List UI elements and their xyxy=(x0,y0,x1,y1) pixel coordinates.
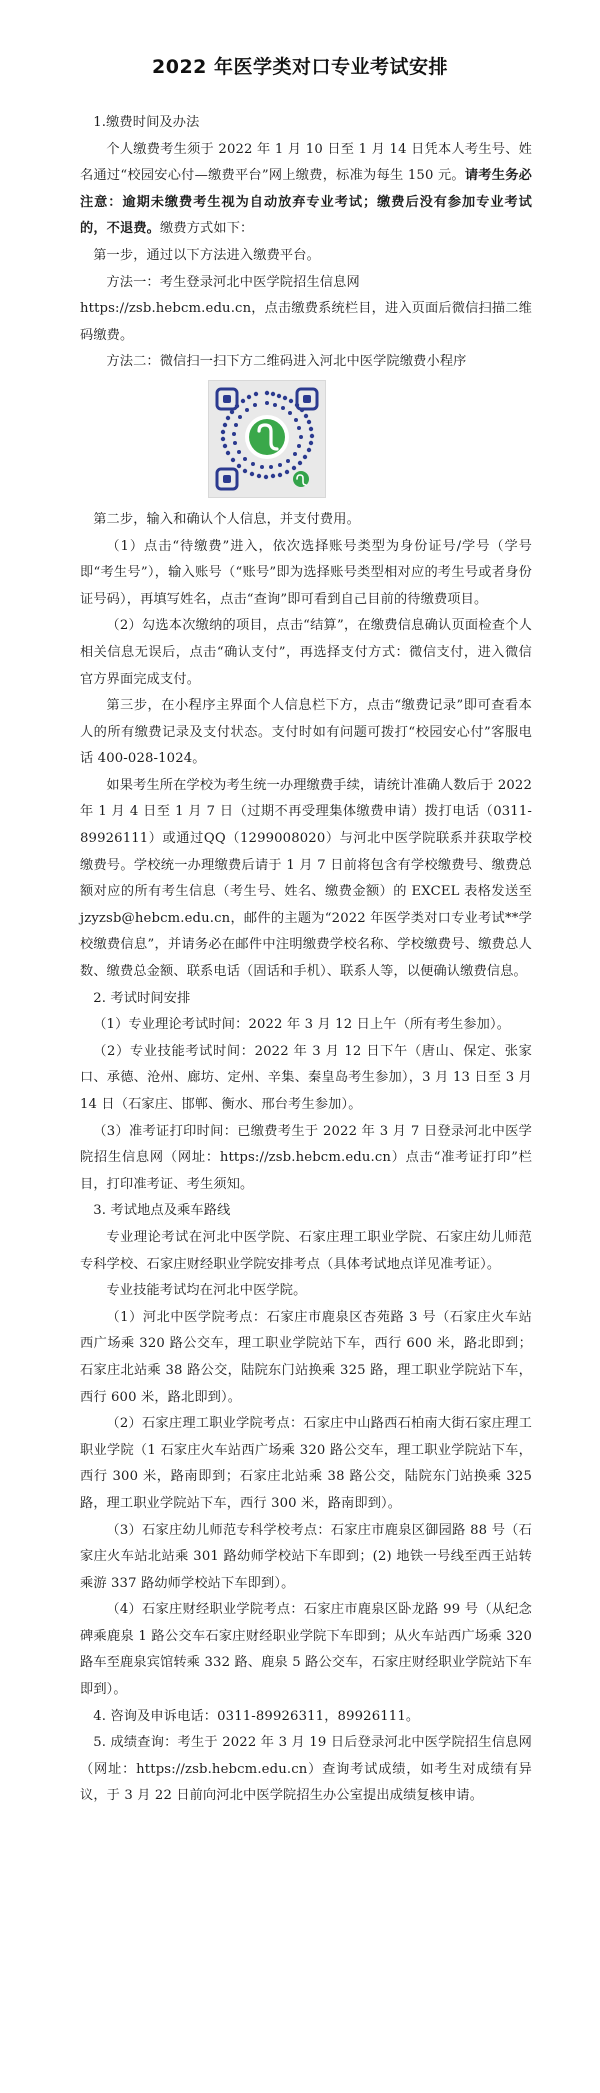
method1-url-text: https://zsb.hebcm.edu.cn，点击缴费系统栏目，进入页面后微信扫描二维码缴费。 xyxy=(80,301,532,343)
section5-score-query: 5. 成绩查询：考生于 2022 年 3 月 19 日后登录河北中医学院招生信息网（网址：https://zsb.hebcm.edu.cn）查询考试成绩，如考生对成绩有异议，于 3 月 22 日前向河北中医学院招生办公室提出成绩复核申请。 xyxy=(80,1735,532,1804)
exam-site-1: （1）河北中医学院考点：石家庄市鹿泉区杏苑路 3 号（石家庄火车站西广场乘 320 路公交车，理工职业学院站下车，西行 600 米，路北即到；石家庄北站乘 38 路公交，陆院东门站换乘 325 路，理工职业学院站下车，西行 600 米，路北即到）。 xyxy=(80,1309,532,1405)
intro-text: 个人缴费考生须于 2022 年 1 月 10 日至 1 月 14 日凭本人考生号、姓名通过“校园安心付—缴费平台”网上缴费，标准为每生 150 元。 xyxy=(80,141,532,184)
exam-site-3: （3）石家庄幼儿师范专科学校考点：石家庄市鹿泉区御园路 88 号（石家庄火车站北站乘 301 路幼师学校站下车即到；(2) 地铁一号线至西王站转乘游 337 路幼师学校站下车即到）。 xyxy=(80,1522,532,1591)
school-payment-text: 如果考生所在学校为考生统一办理缴费手续，请统计准确人数后于 2022 年 1 月 4 日至 1 月 7 日（过期不再受理集体缴费申请）拨打电话（0311-89926111）或通过QQ（1299008020）与河北中医学院联系并获取学校缴费号。学校统一办理缴费后请于 1 月 7 日前将包含有学校缴费号、缴费总额对应的所有考生信息（考生号、姓名、缴费金额）的 EXCEL 表格发送至 jzyzsb@hebcm.edu.cn，邮件的主题为“2022 年医学类对口专业考试**学校缴费信息”，并请务必在邮件中注明缴费学校名称、学校缴费号、缴费总人数、缴费总金额、联系电话（固话和手机）、联系人等，以便确认缴费信息。 xyxy=(80,777,532,980)
section2-heading: 2. 考试时间安排 xyxy=(93,990,191,1006)
step2-item2: （2）勾选本次缴纳的项目，点击“结算”，在缴费信息确认页面检查个人相关信息无误后，点击“确认支付”，再选择支付方式：微信支付，进入微信官方界面完成支付。 xyxy=(80,618,532,687)
section1-heading: 1.缴费时间及办法 xyxy=(93,115,200,130)
page-title: 2022 年医学类对口专业考试安排 xyxy=(152,56,448,78)
section3-heading: 3. 考试地点及乘车路线 xyxy=(93,1203,231,1219)
wechat-mini-program-qr-icon[interactable] xyxy=(208,380,326,498)
intro-warning: 请考生务必注意：逾期未缴费考生视为自动放弃专业考试；缴费后没有参加专业考试的，不退费。 xyxy=(80,168,533,237)
qr-code-graphic xyxy=(209,381,325,497)
step2-text: 第二步，输入和确认个人信息，并支付费用。 xyxy=(93,511,360,527)
method2-text: 方法二：微信扫一扫下方二维码进入河北中医学院缴费小程序 xyxy=(106,354,467,370)
section2-item1: （1）专业理论考试时间：2022 年 3 月 12 日上午（所有考生参加）。 xyxy=(93,1017,511,1033)
method1-text: 方法一：考生登录河北中医学院招生信息网 xyxy=(106,274,360,290)
exam-site-4: （4）石家庄财经职业学院考点：石家庄市鹿泉区卧龙路 99 号（从纪念碑乘鹿泉 1 路公交车石家庄财经职业学院下车即到；从火车站西广场乘 320 路车至鹿泉宾馆转乘 332 路、鹿泉 5 路公交车，石家庄财经职业学院站下车即到）。 xyxy=(80,1602,532,1698)
exam-site-2: （2）石家庄理工职业学院考点：石家庄中山路西石柏南大街石家庄理工职业学院（1 石家庄火车站西广场乘 320 路公交车，理工职业学院站下车，西行 300 米，路南即到；石家庄北站乘 38 路公交，陆院东门站换乘 325 路，理工职业学院站下车，西行 300 米，路南即到）。 xyxy=(80,1416,532,1511)
step1-text: 第一步，通过以下方法进入缴费平台。 xyxy=(93,247,320,263)
qr-code-container xyxy=(80,380,532,503)
section2-item3: （3）准考证打印时间：已缴费考生于 2022 年 3 月 7 日登录河北中医学院招生信息网（网址：https://zsb.hebcm.edu.cn）点击“准考证打印”栏目，打印准考证、考生须知。 xyxy=(80,1123,532,1192)
intro-payment-way: 缴费方式如下： xyxy=(160,221,254,237)
document-body xyxy=(80,110,532,1810)
section1-intro xyxy=(80,137,532,243)
step3-text: 第三步，在小程序主界面个人信息栏下方，点击“缴费记录”即可查看本人的所有缴费记录及支付状态。支付时如有问题可拨打“校园安心付”客服电话 400-028-1024。 xyxy=(80,698,532,767)
step2-item1: （1）点击“待缴费”进入，依次选择账号类型为身份证号/学号（学号即“考生号”），输入账号（“账号”即为选择账号类型相对应的考生号或者身份证号码），再填写姓名，点击“查询”即可看到自己目前的待缴费项目。 xyxy=(80,538,532,607)
section3-theory-sites: 专业理论考试在河北中医学院、石家庄理工职业学院、石家庄幼儿师范专科学校、石家庄财经职业学院安排考点（具体考试地点详见准考证）。 xyxy=(80,1229,532,1272)
section2-item2: （2）专业技能考试时间：2022 年 3 月 12 日下午（唐山、保定、张家口、承德、沧州、廊坊、定州、辛集、秦皇岛考生参加），3 月 13 日至 3 月 14 日（石家庄、邯郸、衡水、邢台考生参加）。 xyxy=(80,1043,532,1112)
section3-skill-site: 专业技能考试均在河北中医学院。 xyxy=(106,1283,307,1299)
section4-contact: 4. 咨询及申诉电话：0311-89926311，89926111。 xyxy=(93,1708,420,1724)
